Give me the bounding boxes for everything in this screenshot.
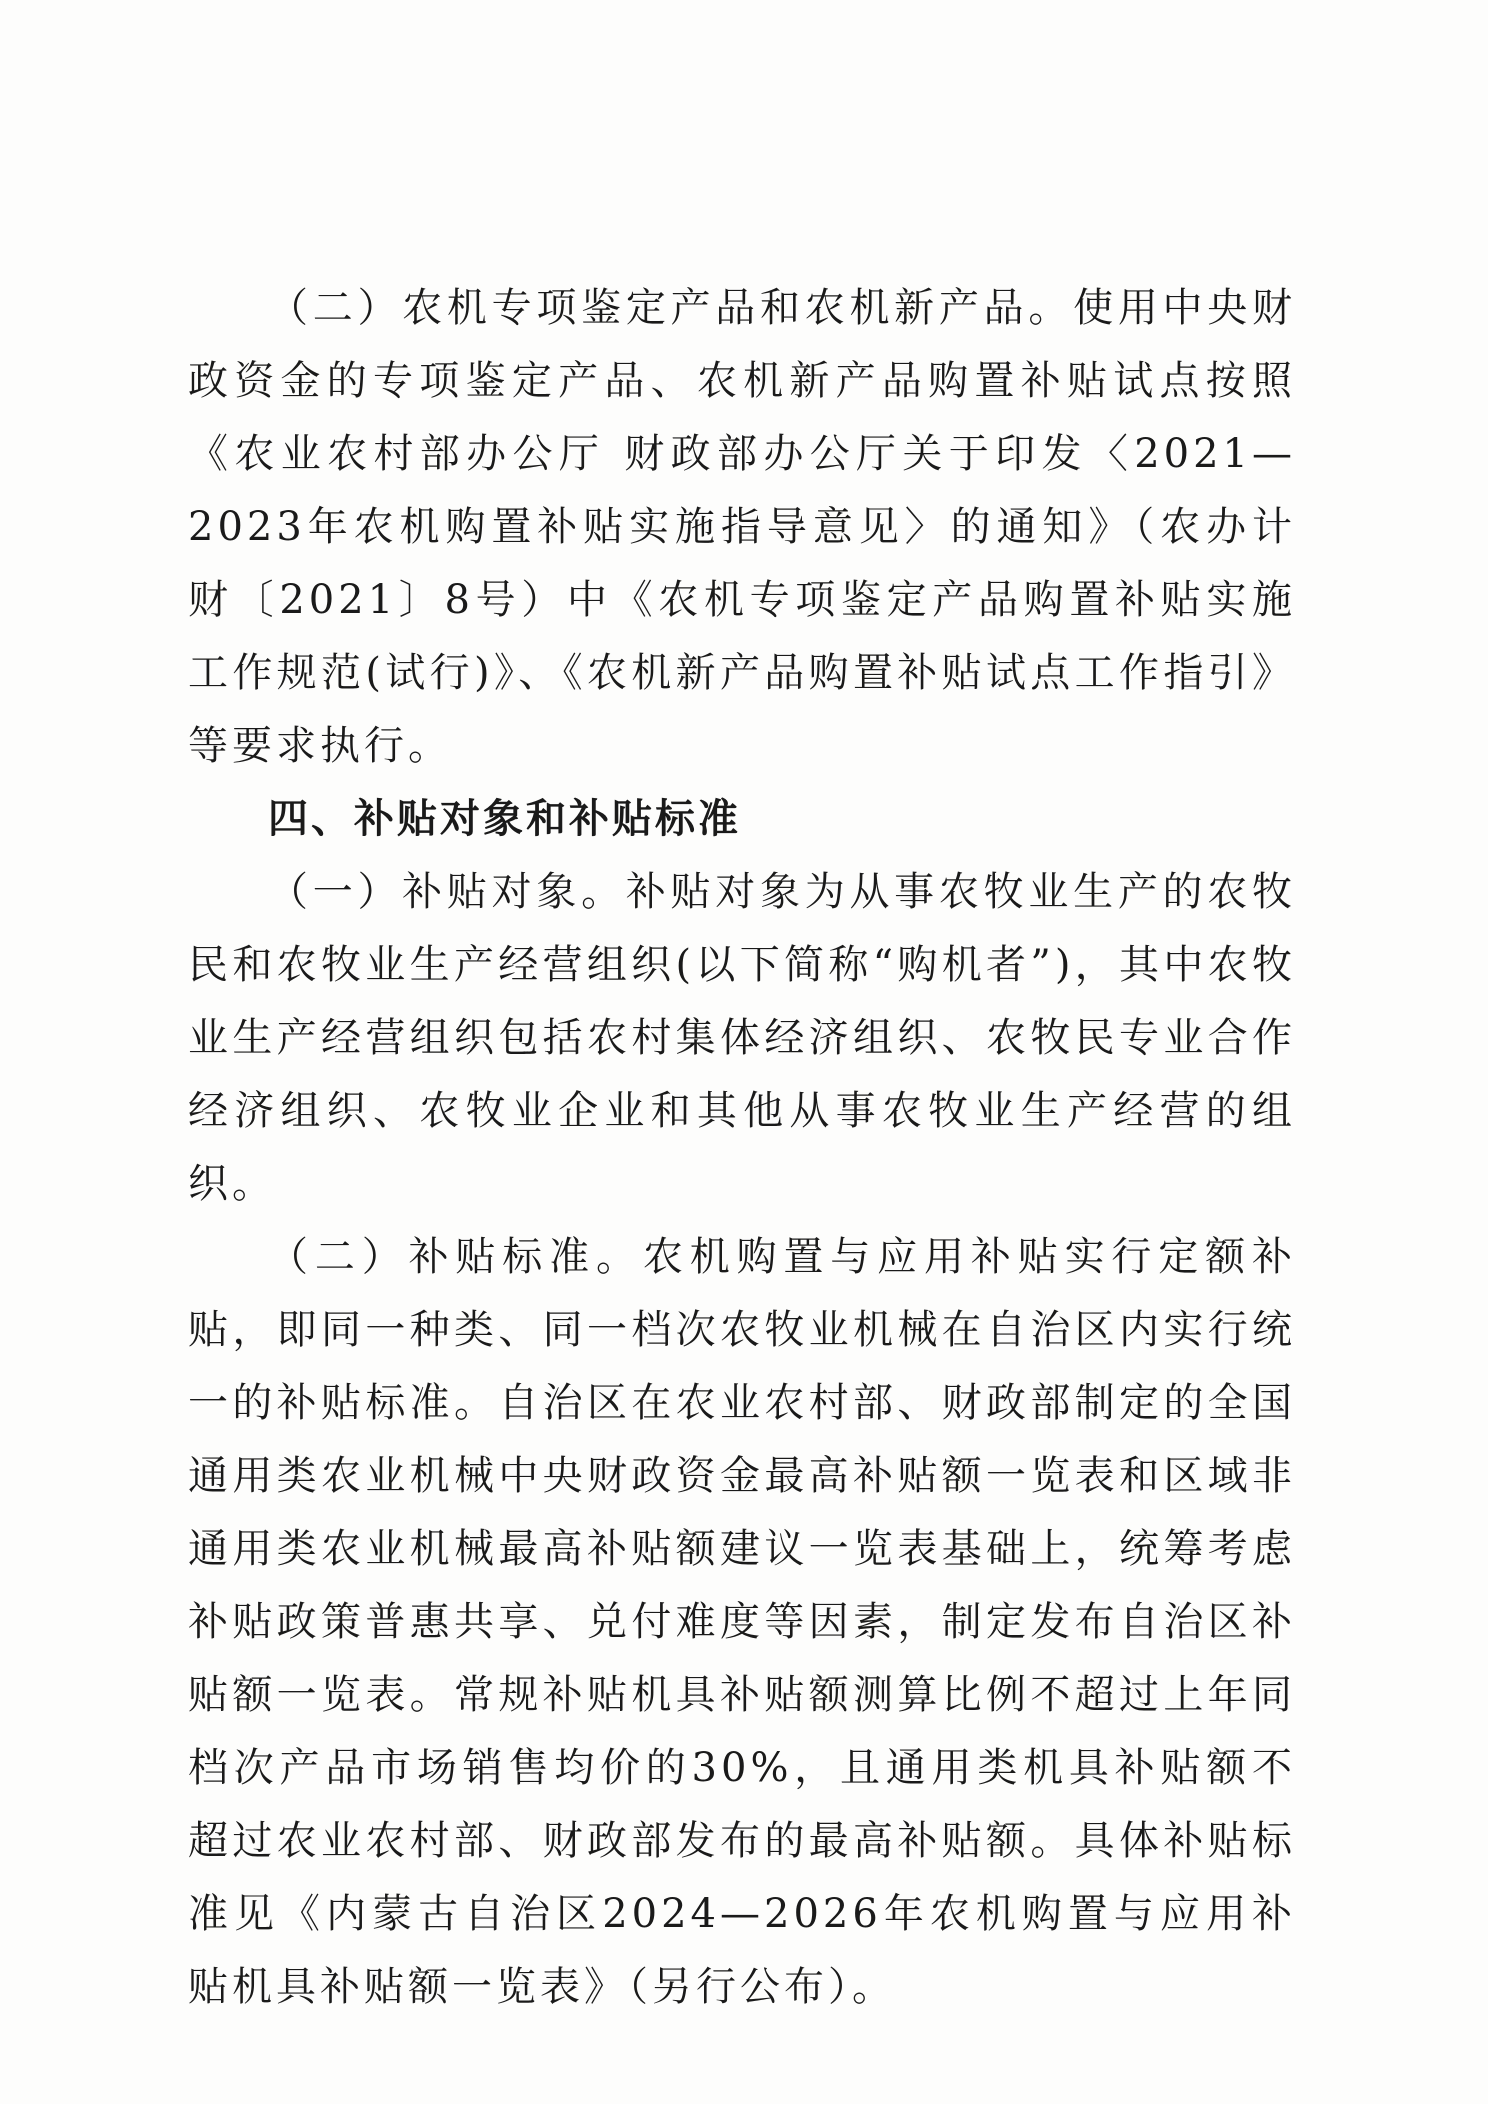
paragraph-special-appraisal-products: （二）农机专项鉴定产品和农机新产品。使用中央财政资金的专项鉴定产品、农机新产品购置补贴试点按照《农业农村部办公厅 财政部办公厅关于印发〈2021—2023年农机购置补贴实施指导意见〉的通知》（农办计财〔2021〕8号）中《农机专项鉴定产品购置补贴实施工作规范(试行)》、《农机新产品购置补贴试点工作指引》等要求执行。 [188,285,1296,769]
paragraph-subsidy-standard: （二）补贴标准。农机购置与应用补贴实行定额补贴，即同一种类、同一档次农牧业机械在自治区内实行统一的补贴标准。自治区在农业农村部、财政部制定的全国通用类农业机械中央财政资金最高补贴额一览表和区域非通用类农业机械最高补贴额建议一览表基础上，统筹考虑补贴政策普惠共享、兑付难度等因素，制定发布自治区补贴额一览表。常规补贴机具补贴额测算比例不超过上年同档次产品市场销售均价的30%，且通用类机具补贴额不超过农业农村部、财政部发布的最高补贴额。具体补贴标准见《内蒙古自治区2024—2026年农机购置与应用补贴机具补贴额一览表》（另行公布）。 [188,1234,1296,2010]
section-heading-subsidy-object-standard: 四、补贴对象和补贴标准 [268,796,741,842]
document-body [188,272,1296,2024]
paragraph-subsidy-object: （一）补贴对象。补贴对象为从事农牧业生产的农牧民和农牧业生产经营组织(以下简称“购机者”)，其中农牧业生产经营组织包括农村集体经济组织、农牧民专业合作经济组织、农牧业企业和其他从事农牧业生产经营的组织。 [188,869,1296,1207]
